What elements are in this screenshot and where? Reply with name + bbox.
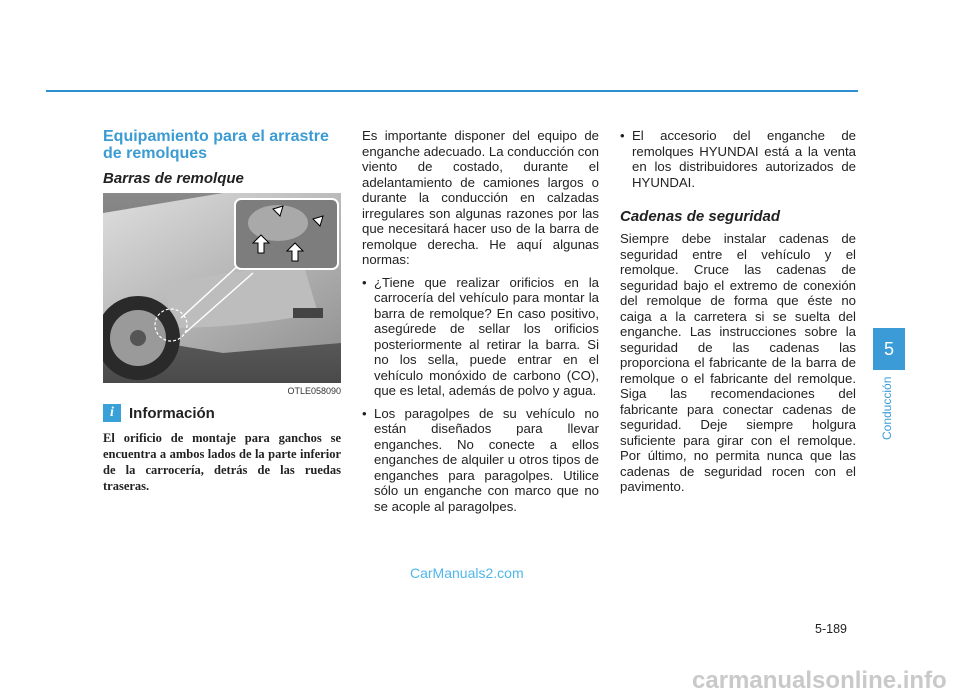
intro-paragraph: Es importante disponer del equipo de enganche adecuado. La conducción con viento de costado, durante el adelantamiento de camiones largos o durante la conducción en calzadas irregulares son algunas razones por las que necesitará hacer uso de la barra de remolque derecha. He aquí algunas normas: bbox=[362, 128, 599, 267]
towing-rules-list bbox=[362, 275, 599, 515]
subsection-title: Barras de remolque bbox=[103, 170, 244, 187]
column-1 bbox=[103, 128, 341, 494]
info-body: El orificio de montaje para ganchos se encuentra a ambos lados de la parte inferior de la carrocería, detrás de las ruedas traseras. bbox=[103, 431, 341, 493]
towing-hook-photo bbox=[103, 193, 341, 383]
list-item: • Los paragolpes de su vehículo no están diseñados para llevar enganches. No conecte a ellos enganches de alquiler u otros tipos de enganches para paragolpes. Utilice sólo un enganche con marco que no se acople al paragolpes. bbox=[362, 405, 599, 514]
chapter-label: Conducción bbox=[880, 376, 894, 440]
safety-chains-title: Cadenas de seguridad bbox=[620, 208, 781, 225]
section-title: Equipamiento para el arrastre de remolques bbox=[103, 128, 329, 162]
accessory-list bbox=[620, 128, 856, 190]
list-item: • El accesorio del enganche de remolques HYUNDAI está a la venta en los distribuidores autorizados de HYUNDAI. bbox=[620, 128, 856, 190]
watermark-link[interactable]: CarManuals2.com bbox=[410, 565, 524, 581]
image-caption: OTLE058090 bbox=[287, 386, 341, 396]
list-item: • ¿Tiene que realizar orificios en la carrocería del vehículo para montar la barra de remolque? En caso positivo, asegúrede de sellar los orificios posteriormente al retirar la barra. Si no los sella, puede entrar en el vehículo monóxido de carbono (CO), que es letal, además de polvo y agua. bbox=[362, 274, 599, 398]
column-2 bbox=[362, 128, 599, 521]
footer-watermark: carmanualsonline.info bbox=[692, 667, 947, 694]
info-header bbox=[103, 404, 341, 422]
safety-chains-body: Siempre debe instalar cadenas de seguridad entre el vehículo y el remolque. Cruce las cadenas de seguridad bajo el extremo de conexión del remolque de forma que éste no caiga a la carretera si se suelta del enganche. Las instrucciones sobre la seguridad de las cadenas las proporciona el fabricante de la barra de remolque o el fabricante del remolque. Siga las recomendaciones del fabricante para conectar cadenas de seguridad. Deje siempre holgura suficiente para girar con el remolque. Por último, no permita nunca que las cadenas de seguridad rocen con el pavimento. bbox=[620, 231, 856, 494]
header-rule bbox=[46, 90, 858, 92]
chapter-number-tab: 5 bbox=[873, 328, 905, 370]
page-number: 5-189 bbox=[815, 622, 847, 636]
info-title: Información bbox=[129, 404, 215, 422]
car-rear-illustration bbox=[103, 193, 341, 383]
info-icon: i bbox=[103, 404, 121, 422]
column-3 bbox=[620, 128, 856, 495]
